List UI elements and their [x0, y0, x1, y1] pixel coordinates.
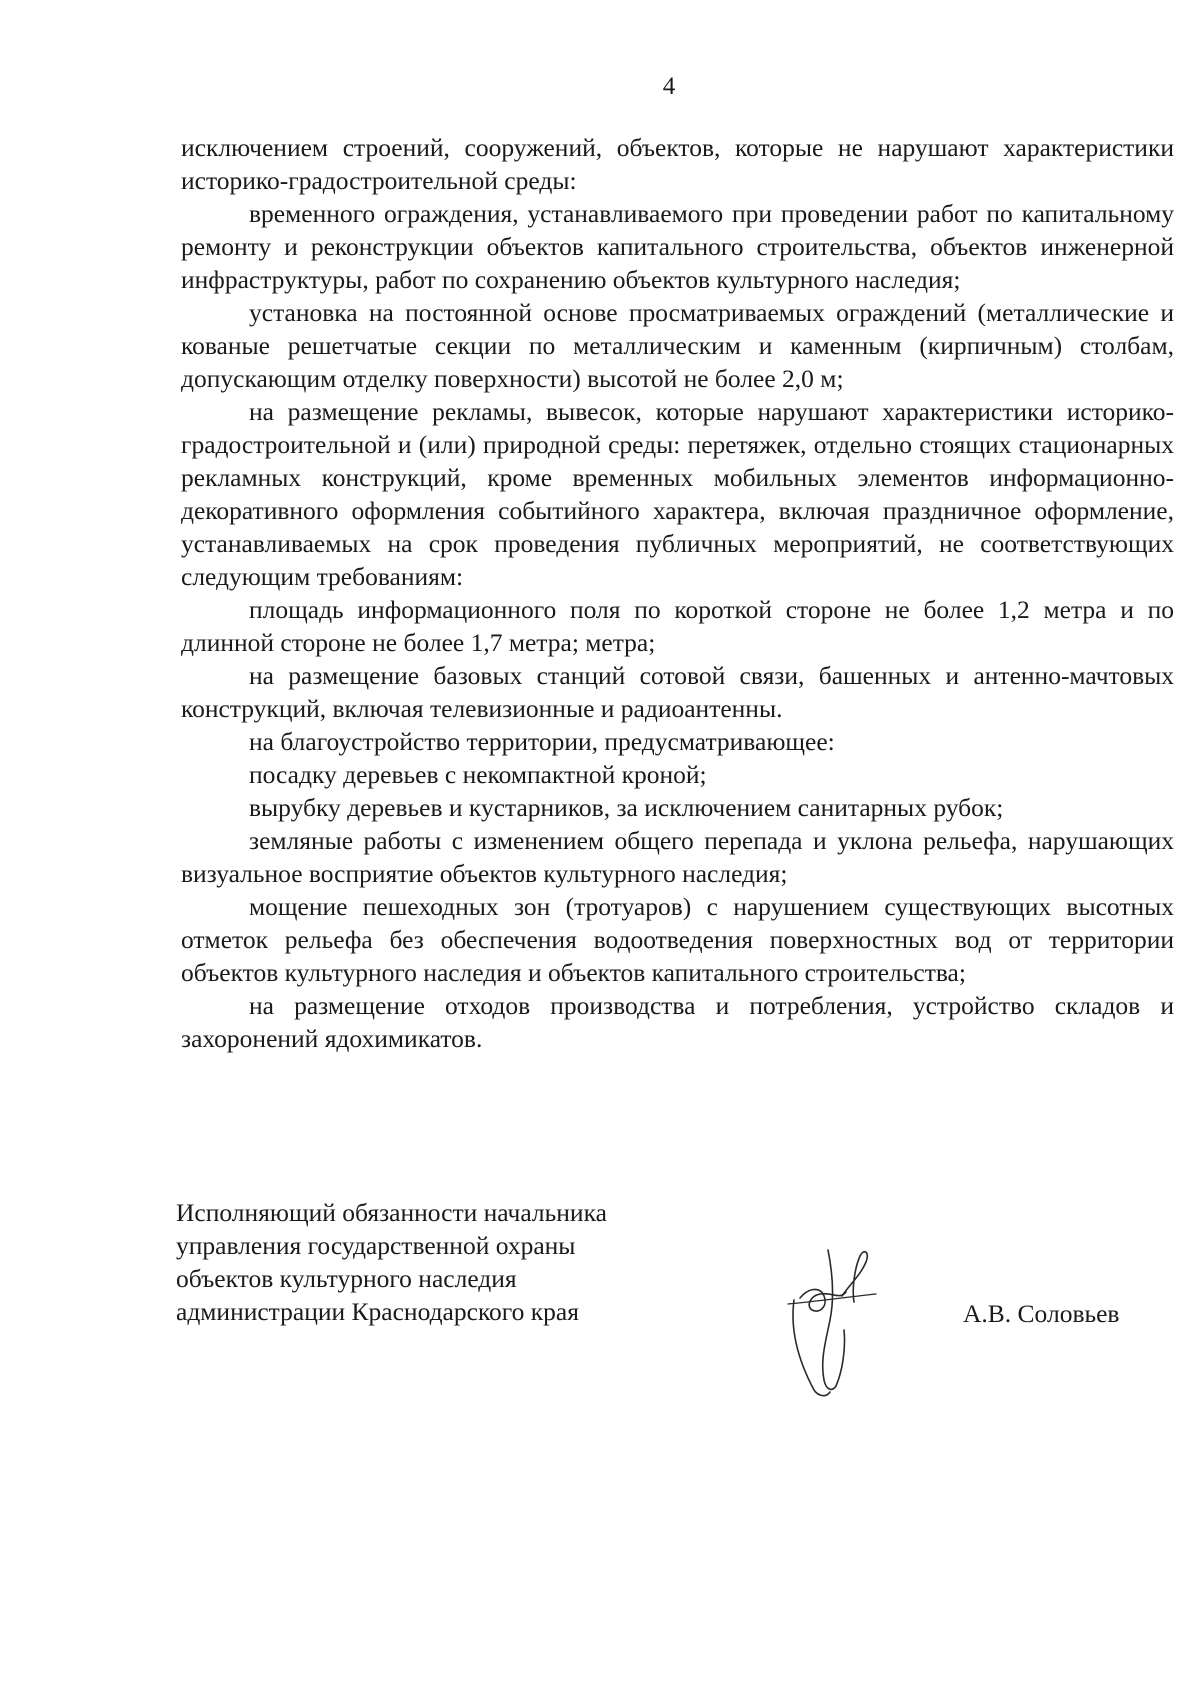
paragraph: на размещение базовых станций сотовой связи, башенных и антенно-мачтовых конструкций, включая телевизионные и радиоантенны.: [181, 661, 1174, 723]
paragraph: на благоустройство территории, предусматривающее:: [249, 727, 835, 756]
signer-title: [176, 1196, 696, 1328]
paragraph: исключением строений, сооружений, объектов, которые не нарушают характеристики историко-градостроительной среды:: [181, 133, 1174, 195]
paragraph: площадь информационного поля по короткой стороне не более 1,2 метра и по длинной стороне не более 1,7 метра; метра;: [181, 595, 1174, 657]
handwritten-signature: [780, 1240, 890, 1400]
paragraph: на размещение отходов производства и потребления, устройство складов и захоронений ядохимикатов.: [181, 991, 1174, 1053]
document-body: [181, 131, 1174, 1055]
signer-title-line: Исполняющий обязанности начальника: [176, 1198, 607, 1227]
signer-title-line: управления государственной охраны: [176, 1231, 576, 1260]
paragraph: временного ограждения, устанавливаемого при проведении работ по капитальному ремонту и реконструкции объектов капитального строительства, объектов инженерной инфраструктуры, работ по сохранению объектов культурного наследия;: [181, 199, 1174, 294]
signer-title-line: администрации Краснодарского края: [176, 1297, 579, 1326]
paragraph: на размещение рекламы, вывесок, которые нарушают характеристики историко-градостроительной и (или) природной среды: перетяжек, отдельно стоящих стационарных рекламных конструкций, кроме временных мобильных элементов информационно-декоративного оформления событийного характера, включая праздничное оформление, устанавливаемых на срок проведения публичных мероприятий, не соответствующих следующим требованиям:: [181, 397, 1174, 591]
signer-name: А.В. Соловьев: [963, 1299, 1120, 1328]
paragraph: мощение пешеходных зон (тротуаров) с нарушением существующих высотных отметок рельефа без обеспечения водоотведения поверхностных вод от территории объектов культурного наследия и объектов капитального строительства;: [181, 892, 1174, 987]
paragraph: посадку деревьев с некомпактной кроной;: [249, 760, 707, 789]
paragraph: вырубку деревьев и кустарников, за исключением санитарных рубок;: [249, 793, 1004, 822]
paragraph: установка на постоянной основе просматриваемых ограждений (металлические и кованые решетчатые секции по металлическим и каменным (кирпичным) столбам, допускающим отделку поверхности) высотой не более 2,0 м;: [181, 298, 1174, 393]
page-number: 4: [662, 73, 676, 100]
signer-title-line: объектов культурного наследия: [176, 1264, 517, 1293]
paragraph: земляные работы с изменением общего перепада и уклона рельефа, нарушающих визуальное восприятие объектов культурного наследия;: [181, 826, 1174, 888]
